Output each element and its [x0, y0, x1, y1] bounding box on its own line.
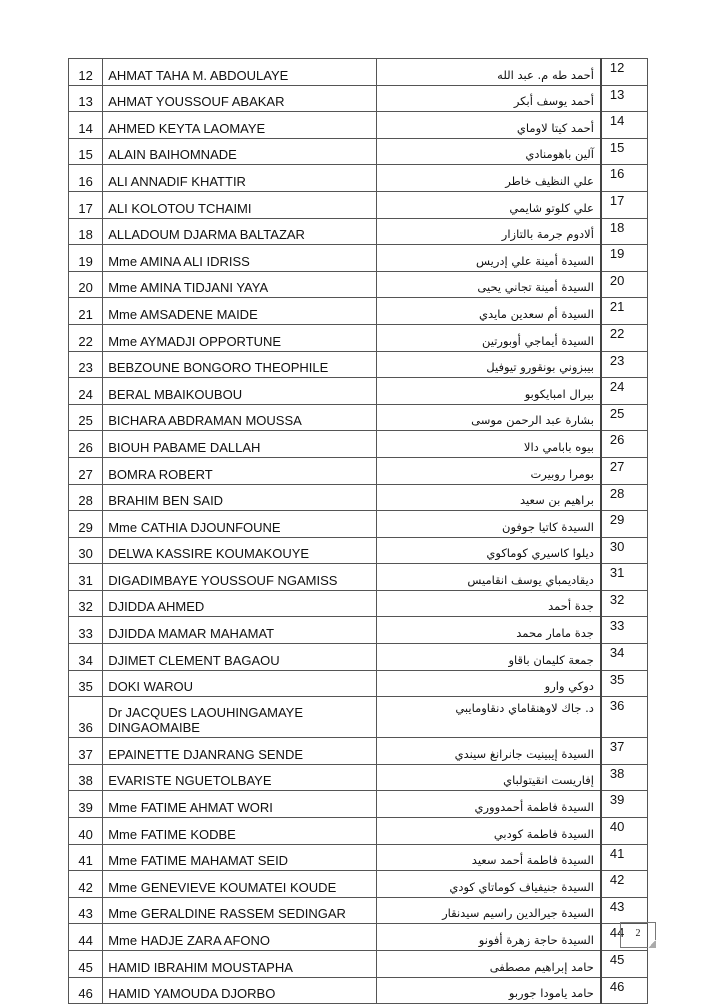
row-number-arabic-side: 20	[601, 271, 648, 298]
arabic-name: السيدة إيبينيت جانرانغ سيندي	[376, 738, 601, 765]
row-number: 23	[69, 351, 103, 378]
row-number: 14	[69, 112, 103, 139]
row-number-arabic-side: 30	[601, 537, 648, 564]
arabic-name: السيدة فاطمة كودبي	[376, 818, 601, 845]
row-number-arabic-side: 28	[601, 484, 648, 511]
table-row	[69, 112, 648, 139]
latin-name: Mme GENEVIEVE KOUMATEI KOUDE	[103, 871, 377, 898]
arabic-name: آلين باهومنادي	[376, 138, 601, 165]
latin-name: Mme FATIME AHMAT WORI	[103, 791, 377, 818]
page-number: 2	[635, 928, 641, 939]
table-row	[69, 298, 648, 325]
table-row	[69, 324, 648, 351]
latin-name: ALI ANNADIF KHATTIR	[103, 165, 377, 192]
latin-name: BEBZOUNE BONGORO THEOPHILE	[103, 351, 377, 378]
row-number: 16	[69, 165, 103, 192]
row-number-arabic-side: 17	[601, 191, 648, 218]
table-row	[69, 378, 648, 405]
arabic-name: السيدة جيرالدين راسيم سيدنقار	[376, 897, 601, 924]
row-number-arabic-side: 21	[601, 298, 648, 325]
row-number: 13	[69, 85, 103, 112]
arabic-name: جمعة كليمان باقاو	[376, 644, 601, 671]
arabic-name: دوكي وارو	[376, 670, 601, 697]
latin-name: EVARISTE NGUETOLBAYE	[103, 764, 377, 791]
row-number: 32	[69, 590, 103, 617]
row-number: 17	[69, 191, 103, 218]
row-number-arabic-side: 29	[601, 511, 648, 538]
row-number: 37	[69, 738, 103, 765]
row-number-arabic-side: 44	[601, 924, 648, 951]
table-row	[69, 844, 648, 871]
row-number: 20	[69, 271, 103, 298]
table-row	[69, 218, 648, 245]
row-number-arabic-side: 16	[601, 165, 648, 192]
latin-name: DELWA KASSIRE KOUMAKOUYE	[103, 537, 377, 564]
latin-name: Mme AMINA ALI IDRISS	[103, 245, 377, 272]
table-row	[69, 818, 648, 845]
row-number-arabic-side: 25	[601, 404, 648, 431]
table-row	[69, 670, 648, 697]
latin-name: BICHARA ABDRAMAN MOUSSA	[103, 404, 377, 431]
arabic-name: جدة مامار محمد	[376, 617, 601, 644]
table-row	[69, 764, 648, 791]
latin-name: ALAIN BAIHOMNADE	[103, 138, 377, 165]
row-number-arabic-side: 38	[601, 764, 648, 791]
latin-name: BIOUH PABAME DALLAH	[103, 431, 377, 458]
row-number-arabic-side: 27	[601, 457, 648, 484]
table-row	[69, 351, 648, 378]
row-number-arabic-side: 12	[601, 59, 648, 86]
row-number-arabic-side: 22	[601, 324, 648, 351]
latin-name: DJIMET CLEMENT BAGAOU	[103, 644, 377, 671]
arabic-name: السيدة أمينة تجاني يحيى	[376, 271, 601, 298]
row-number: 40	[69, 818, 103, 845]
latin-name: DJIDDA AHMED	[103, 590, 377, 617]
latin-name: Mme GERALDINE RASSEM SEDINGAR	[103, 897, 377, 924]
row-number: 39	[69, 791, 103, 818]
arabic-name: ديقاديمباي يوسف انقاميس	[376, 564, 601, 591]
row-number-arabic-side: 42	[601, 871, 648, 898]
table-row	[69, 245, 648, 272]
latin-name: Mme AMSADENE MAIDE	[103, 298, 377, 325]
arabic-name: علي النظيف خاطر	[376, 165, 601, 192]
arabic-name: ديلوا كاسيري كوماكوي	[376, 537, 601, 564]
table-row	[69, 791, 648, 818]
table-row	[69, 977, 648, 1004]
row-number: 12	[69, 59, 103, 86]
table-row	[69, 951, 648, 978]
row-number-arabic-side: 37	[601, 738, 648, 765]
row-number-arabic-side: 32	[601, 590, 648, 617]
row-number-arabic-side: 45	[601, 951, 648, 978]
row-number-arabic-side: 15	[601, 138, 648, 165]
arabic-name: السيدة أمينة علي إدريس	[376, 245, 601, 272]
table-row	[69, 511, 648, 538]
row-number: 29	[69, 511, 103, 538]
table-row	[69, 85, 648, 112]
row-number: 34	[69, 644, 103, 671]
row-number: 21	[69, 298, 103, 325]
row-number: 26	[69, 431, 103, 458]
arabic-name: السيدة أيماجي أوبورتين	[376, 324, 601, 351]
row-number-arabic-side: 36	[601, 697, 648, 738]
arabic-name: السيدة حاجة زهرة أفونو	[376, 924, 601, 951]
table-row	[69, 644, 648, 671]
latin-name: Mme HADJE ZARA AFONO	[103, 924, 377, 951]
latin-name: Mme CATHIA DJOUNFOUNE	[103, 511, 377, 538]
arabic-name: جدة أحمد	[376, 590, 601, 617]
table-row	[69, 138, 648, 165]
arabic-name: بشارة عبد الرحمن موسى	[376, 404, 601, 431]
arabic-name: براهيم بن سعيد	[376, 484, 601, 511]
names-table	[68, 58, 648, 1004]
latin-name: DIGADIMBAYE YOUSSOUF NGAMISS	[103, 564, 377, 591]
row-number: 44	[69, 924, 103, 951]
page-number-box	[620, 922, 656, 948]
latin-name: Mme FATIME MAHAMAT SEID	[103, 844, 377, 871]
table-row	[69, 871, 648, 898]
table-row	[69, 457, 648, 484]
row-number-arabic-side: 14	[601, 112, 648, 139]
table-row	[69, 537, 648, 564]
row-number-arabic-side: 19	[601, 245, 648, 272]
latin-name: ALI KOLOTOU TCHAIMI	[103, 191, 377, 218]
row-number: 41	[69, 844, 103, 871]
row-number-arabic-side: 13	[601, 85, 648, 112]
arabic-name: أحمد كيتا لاوماي	[376, 112, 601, 139]
row-number-arabic-side: 35	[601, 670, 648, 697]
table-row	[69, 431, 648, 458]
folded-corner-icon	[648, 940, 656, 948]
row-number-arabic-side: 41	[601, 844, 648, 871]
row-number: 38	[69, 764, 103, 791]
row-number: 18	[69, 218, 103, 245]
latin-name: HAMID YAMOUDA DJORBO	[103, 977, 377, 1004]
row-number: 25	[69, 404, 103, 431]
row-number-arabic-side: 31	[601, 564, 648, 591]
row-number-arabic-side: 33	[601, 617, 648, 644]
table-row	[69, 738, 648, 765]
row-number: 19	[69, 245, 103, 272]
arabic-name: د. جاك لاوهنقاماي دنقاومايبي	[376, 697, 601, 738]
row-number-arabic-side: 23	[601, 351, 648, 378]
arabic-name: السيدة جنيفياف كوماتاي كودي	[376, 871, 601, 898]
latin-name: DOKI WAROU	[103, 670, 377, 697]
table-row	[69, 191, 648, 218]
latin-name: EPAINETTE DJANRANG SENDE	[103, 738, 377, 765]
table-row	[69, 404, 648, 431]
row-number-arabic-side: 24	[601, 378, 648, 405]
arabic-name: بيبزوني بونقورو تيوفيل	[376, 351, 601, 378]
latin-name: BOMRA ROBERT	[103, 457, 377, 484]
arabic-name: السيدة أم سعدين مايدي	[376, 298, 601, 325]
row-number-arabic-side: 46	[601, 977, 648, 1004]
arabic-name: ألادوم جرمة بالتازار	[376, 218, 601, 245]
row-number-arabic-side: 43	[601, 897, 648, 924]
arabic-name: السيدة فاطمة أحمد سعيد	[376, 844, 601, 871]
arabic-name: بيوه بابامي دالا	[376, 431, 601, 458]
table-row	[69, 59, 648, 86]
latin-name: Mme FATIME KODBE	[103, 818, 377, 845]
row-number: 30	[69, 537, 103, 564]
arabic-name: حامد يامودا جوربو	[376, 977, 601, 1004]
row-number: 22	[69, 324, 103, 351]
arabic-name: السيدة كاتيا جوفون	[376, 511, 601, 538]
arabic-name: إفاريست انقيتولباي	[376, 764, 601, 791]
latin-name: ALLADOUM DJARMA BALTAZAR	[103, 218, 377, 245]
table-row	[69, 484, 648, 511]
row-number: 43	[69, 897, 103, 924]
arabic-name: بومرا روبيرت	[376, 457, 601, 484]
arabic-name: بيرال امبايكوبو	[376, 378, 601, 405]
table-row	[69, 590, 648, 617]
arabic-name: حامد إبراهيم مصطفى	[376, 951, 601, 978]
row-number-arabic-side: 40	[601, 818, 648, 845]
table-row	[69, 897, 648, 924]
arabic-name: أحمد يوسف أبكر	[376, 85, 601, 112]
row-number: 42	[69, 871, 103, 898]
row-number-arabic-side: 39	[601, 791, 648, 818]
latin-name: AHMAT TAHA M. ABDOULAYE	[103, 59, 377, 86]
row-number: 36	[69, 697, 103, 738]
row-number-arabic-side: 18	[601, 218, 648, 245]
table-row	[69, 697, 648, 738]
table-row	[69, 271, 648, 298]
row-number: 45	[69, 951, 103, 978]
arabic-name: أحمد طه م. عبد الله	[376, 59, 601, 86]
latin-name: AHMED KEYTA LAOMAYE	[103, 112, 377, 139]
table-row	[69, 564, 648, 591]
table-row	[69, 924, 648, 951]
row-number: 27	[69, 457, 103, 484]
row-number: 31	[69, 564, 103, 591]
row-number: 28	[69, 484, 103, 511]
table-row	[69, 617, 648, 644]
row-number: 33	[69, 617, 103, 644]
latin-name: DJIDDA MAMAR MAHAMAT	[103, 617, 377, 644]
latin-name: BRAHIM BEN SAID	[103, 484, 377, 511]
latin-name: Mme AMINA TIDJANI YAYA	[103, 271, 377, 298]
row-number: 46	[69, 977, 103, 1004]
arabic-name: السيدة فاطمة أحمدووري	[376, 791, 601, 818]
latin-name: HAMID IBRAHIM MOUSTAPHA	[103, 951, 377, 978]
row-number-arabic-side: 26	[601, 431, 648, 458]
row-number: 35	[69, 670, 103, 697]
arabic-name: علي كلوتو شايمي	[376, 191, 601, 218]
latin-name: AHMAT YOUSSOUF ABAKAR	[103, 85, 377, 112]
latin-name: BERAL MBAIKOUBOU	[103, 378, 377, 405]
table-row	[69, 165, 648, 192]
latin-name: Mme AYMADJI OPPORTUNE	[103, 324, 377, 351]
row-number: 15	[69, 138, 103, 165]
row-number-arabic-side: 34	[601, 644, 648, 671]
latin-name: Dr JACQUES LAOUHINGAMAYE DINGAOMAIBE	[103, 697, 377, 738]
row-number: 24	[69, 378, 103, 405]
